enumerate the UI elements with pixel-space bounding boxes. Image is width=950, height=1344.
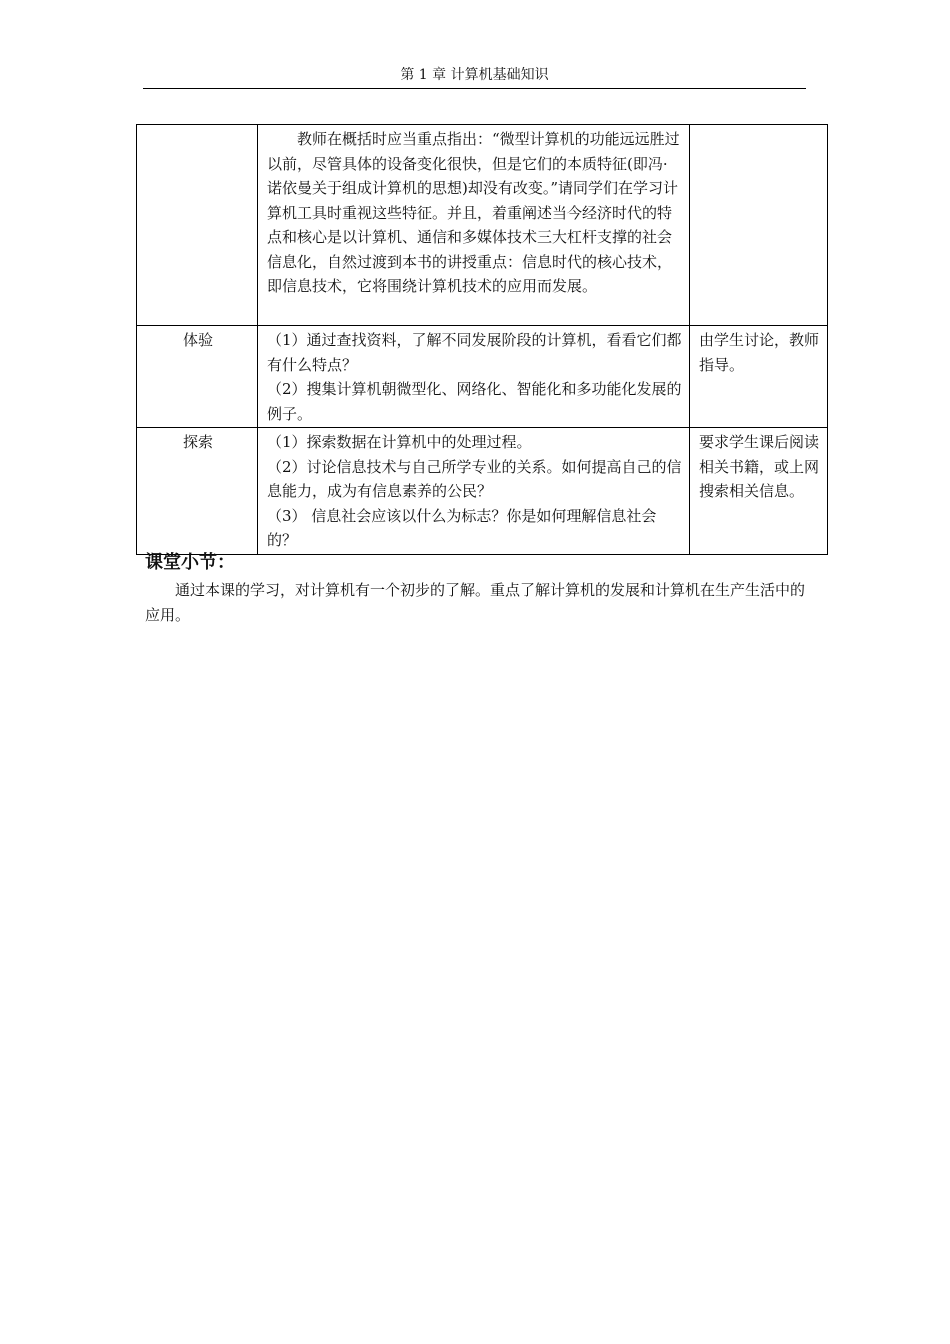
content-paragraph: 教师在概括时应当重点指出：“微型计算机的功能远远胜过以前，尽管具体的设备变化很快，但是它们的本质特征(即冯·诺依曼关于组成计算机的思想)却没有改变。”请同学们在学习计算机工具时重视这些特征。并且，着重阐述当今经济时代的特点和核心是以计算机、通信和多媒体技术三大杠杆支撑的社会信息化，自然过渡到本书的讲授重点：信息时代的核心技术，即信息技术，它将围绕计算机技术的应用而发展。: [267, 130, 680, 295]
table-row: [137, 428, 828, 555]
content-paragraph: （1）探索数据在计算机中的处理过程。: [267, 433, 532, 451]
page-header: [143, 64, 806, 89]
content-cell: [258, 125, 690, 326]
table-row: [137, 125, 828, 326]
content-paragraph: （2）搜集计算机朝微型化、网络化、智能化和多功能化发展的例子。: [267, 380, 682, 423]
content-paragraph: （3） 信息社会应该以什么为标志？你是如何理解信息社会的？: [267, 506, 657, 549]
note-cell: [690, 125, 828, 326]
content-paragraph: （1）通过查找资料，了解不同发展阶段的计算机，看看它们都有什么特点？: [267, 331, 682, 374]
summary-paragraph: 通过本课的学习，对计算机有一个初步的了解。重点了解计算机的发展和计算机在生产生活中的应用。: [145, 581, 806, 624]
content-cell: [258, 428, 690, 555]
content-cell: [258, 326, 690, 428]
note-cell: 要求学生课后阅读相关书籍，或上网搜索相关信息。: [690, 428, 828, 555]
summary-heading: 课堂小节：: [145, 552, 235, 573]
content-paragraph: （2）讨论信息技术与自己所学专业的关系。如何提高自己的信息能力，成为有信息素养的公民？: [267, 457, 682, 500]
chapter-title: 第 1 章 计算机基础知识: [400, 67, 549, 83]
note-cell: 由学生讨论，教师指导。: [690, 326, 828, 428]
stage-cell-explore: 探索: [137, 428, 258, 555]
stage-cell-experience: 体验: [137, 326, 258, 428]
table-row: [137, 326, 828, 428]
stage-cell: [137, 125, 258, 326]
lesson-table: [136, 124, 828, 555]
